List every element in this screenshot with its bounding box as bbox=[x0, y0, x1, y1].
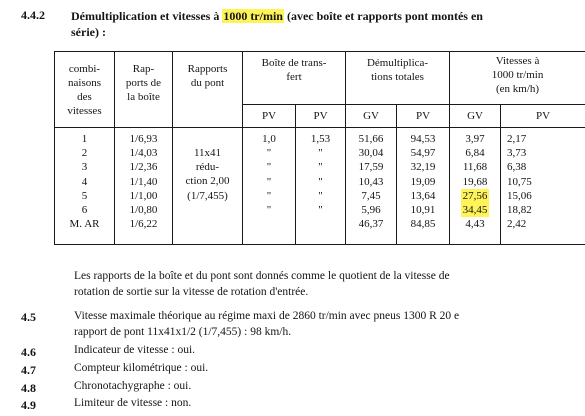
header-combinaisons: combi- naisons des vitesses bbox=[55, 52, 115, 128]
column-vitesse-gv: 3,97 6,84 11,68 19,68 27,56 34,45 4,43 bbox=[450, 128, 501, 245]
column-demult-gv: 51,66 30,04 17,59 10,43 7,45 5,96 46,37 bbox=[346, 128, 397, 245]
column-rapports-boite: 1/6,93 1/4,03 1/2,36 1/1,40 1/1,00 1/0,80 1/6,22 bbox=[115, 128, 173, 245]
item-speed-indicator: Indicateur de vitesse : oui. bbox=[74, 344, 196, 356]
item-tachograph: Chronotachygraphe : oui. bbox=[74, 380, 192, 392]
heading-text-prefix: Démultiplication et vitesses à bbox=[71, 9, 223, 23]
gear-ratio-table bbox=[54, 51, 585, 245]
heading-text-line2: série) : bbox=[71, 25, 106, 39]
header-demultiplications: Démultiplica- tions totales bbox=[346, 52, 450, 105]
column-transfert-pv-2: 1,53 " " " " " bbox=[296, 128, 346, 245]
highlighted-speed-5: 27,56 bbox=[462, 189, 488, 202]
item-speed-limiter: Limiteur de vitesse : non. bbox=[74, 397, 192, 409]
ratio-note: Les rapports de la boîte et du pont sont donnés comme le quotient de la vitesse de rotation de sortie sur la vitesse de rotation d'entrée. bbox=[74, 270, 450, 298]
heading-text-suffix: (avec boîte et rapports pont montés en bbox=[283, 9, 483, 23]
subheader-transfert-pv-2: PV bbox=[296, 105, 346, 128]
subheader-transfert-pv-1: PV bbox=[243, 105, 296, 128]
header-rapports-pont: Rapports du pont bbox=[173, 52, 243, 128]
subheader-vitesse-pv: PV bbox=[501, 105, 585, 128]
item-number-4-6: 4.6 bbox=[21, 345, 36, 359]
item-max-speed: Vitesse maximale théorique au régime maxi de 2860 tr/min avec pneus 1300 R 20 e rapport de pont 11x41x1/2 (1/7,455) : 98 km/h. bbox=[74, 310, 460, 338]
item-number-4-9: 4.9 bbox=[21, 398, 36, 412]
column-demult-pv: 94,53 54,97 32,19 19,09 13,64 10,91 84,85 bbox=[397, 128, 450, 245]
item-odometer: Compteur kilométrique : oui. bbox=[74, 362, 209, 374]
column-combinaisons: 1 2 3 4 5 6 M. AR bbox=[55, 128, 115, 245]
column-vitesse-pv: 2,17 3,73 6,38 10,75 15,06 18,82 2,42 bbox=[501, 128, 585, 245]
subheader-demult-gv: GV bbox=[346, 105, 397, 128]
header-rapports-boite: Rap- ports de la boîte bbox=[115, 52, 173, 128]
column-rapports-pont: 11x41 rédu- ction 2,00 (1/7,455) bbox=[173, 128, 243, 245]
item-number-4-8: 4.8 bbox=[21, 381, 36, 395]
subheader-vitesse-gv: GV bbox=[450, 105, 501, 128]
item-number-4-7: 4.7 bbox=[21, 363, 36, 377]
section-number: 4.4.2 bbox=[21, 8, 45, 22]
heading-highlight-rpm: 1000 tr/min bbox=[223, 9, 283, 23]
section-heading bbox=[71, 8, 581, 40]
column-transfert-pv-1: 1,0 " " " " " bbox=[243, 128, 296, 245]
item-number-4-5: 4.5 bbox=[21, 310, 36, 324]
highlighted-speed-6: 34,45 bbox=[462, 204, 488, 217]
header-boite-transfert: Boîte de trans- fert bbox=[243, 52, 346, 105]
subheader-demult-pv: PV bbox=[397, 105, 450, 128]
header-vitesses: Vitesses à 1000 tr/min (en km/h) bbox=[450, 52, 585, 105]
